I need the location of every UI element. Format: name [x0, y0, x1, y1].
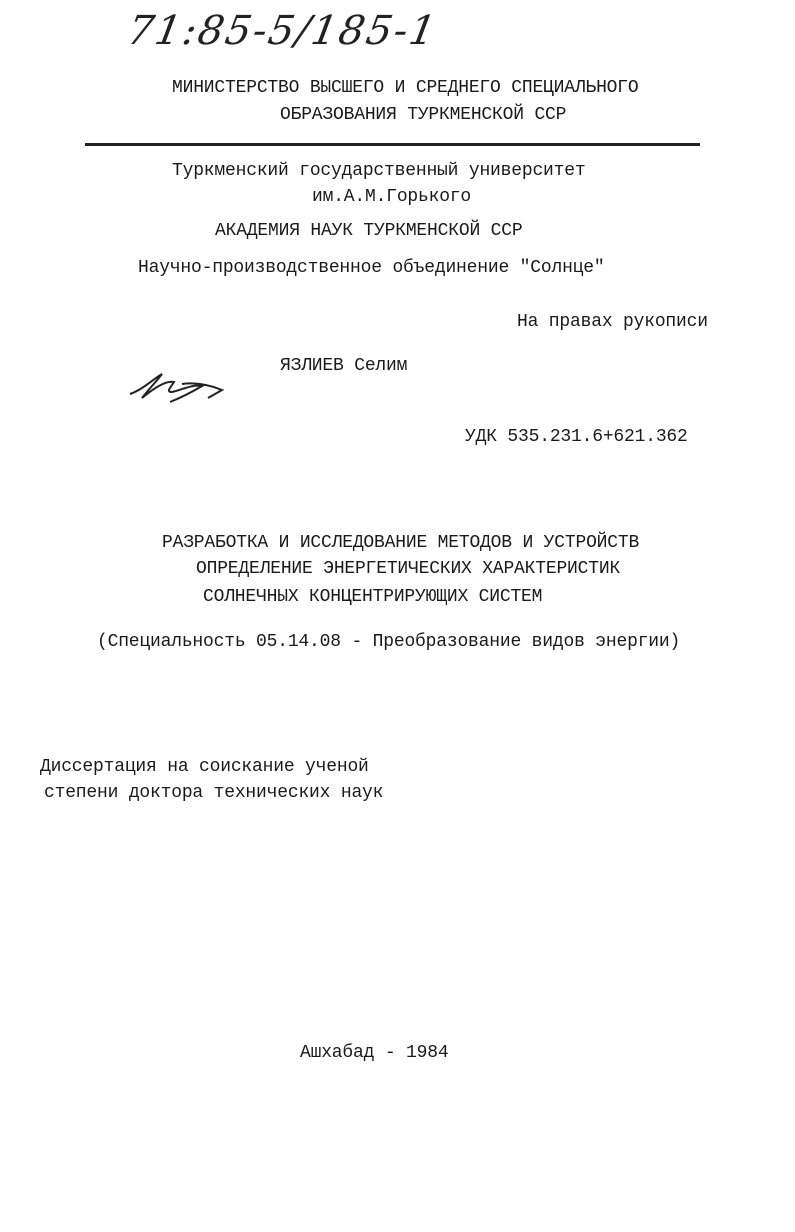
association-name: Научно-производственное объединение "Солнце": [138, 258, 605, 278]
university-line-1: Туркменский государственный университет: [172, 161, 586, 181]
specialty: (Специальность 05.14.08 - Преобразование видов энергии): [97, 632, 681, 652]
title-line-3: СОЛНЕЧНЫХ КОНЦЕНТРИРУЮЩИХ СИСТЕМ: [203, 586, 543, 608]
title-line-2: ОПРЕДЕЛЕНИЕ ЭНЕРГЕТИЧЕСКИХ ХАРАКТЕРИСТИК: [196, 558, 621, 580]
degree-line-1: Диссертация на соискание ученой: [40, 757, 369, 777]
academy-name: АКАДЕМИЯ НАУК ТУРКМЕНСКОЙ ССР: [215, 220, 523, 242]
ministry-line-2: ОБРАЗОВАНИЯ ТУРКМЕНСКОЙ ССР: [280, 104, 567, 126]
manuscript-note: На правах рукописи: [517, 312, 708, 332]
degree-line-2: степени доктора технических наук: [44, 783, 384, 803]
handwritten-archive-number: 71:85-5/185-1: [123, 8, 442, 54]
header-divider: [85, 143, 700, 146]
signature: [122, 362, 232, 407]
author-name: ЯЗЛИЕВ Селим: [280, 356, 408, 376]
place-year: Ашхабад - 1984: [300, 1043, 449, 1063]
university-line-2: им.А.М.Горького: [312, 187, 472, 207]
udc-code: УДК 535.231.6+621.362: [465, 427, 688, 447]
ministry-line-1: МИНИСТЕРСТВО ВЫСШЕГО И СРЕДНЕГО СПЕЦИАЛЬНОГО: [172, 77, 639, 99]
title-line-1: РАЗРАБОТКА И ИССЛЕДОВАНИЕ МЕТОДОВ И УСТРОЙСТВ: [162, 532, 640, 554]
